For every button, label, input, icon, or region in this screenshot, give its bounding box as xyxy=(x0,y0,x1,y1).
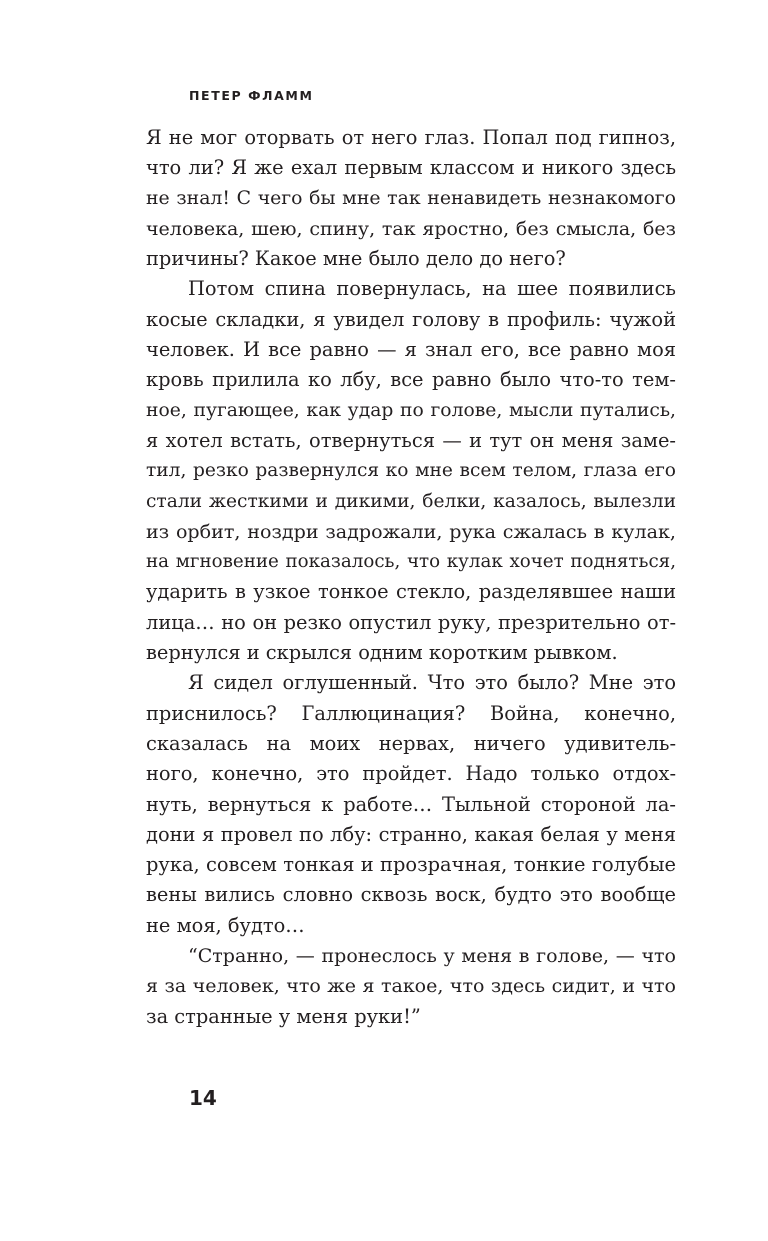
text-line: лица… но он резко опустил руку, презрительно от- xyxy=(146,610,676,634)
text-line: на мгновение показалось, что кулак хочет подняться, xyxy=(146,551,676,573)
text-line: не знал! С чего бы мне так ненавидеть незнакомого xyxy=(146,187,676,209)
text-line: косые складки, я увидел голову в профиль: чужой xyxy=(146,307,676,331)
text-line: тил, резко развернулся ко мне всем телом, глаза его xyxy=(146,460,676,482)
page-number: 14 xyxy=(189,1086,217,1110)
text-line: не моя, будто… xyxy=(146,913,305,937)
text-line: нуть, вернуться к работе… Тыльной стороной ла- xyxy=(146,792,676,816)
text-line: приснилось? Галлюцинация? Война, конечно, xyxy=(146,701,676,725)
text-line: вены вились словно сквозь воск, будто это вообще xyxy=(146,883,676,907)
text-line: кровь прилила ко лбу, все равно было что-то тем- xyxy=(146,368,676,392)
text-line: из орбит, ноздри задрожали, рука сжалась в кулак, xyxy=(146,520,676,543)
text-line: человека, шею, спину, так яростно, без смысла, без xyxy=(146,217,676,240)
text-line: “Странно, — пронеслось у меня в голове, — что xyxy=(188,945,676,968)
text-line: ное, пугающее, как удар по голове, мысли путались, xyxy=(146,399,676,421)
text-line: Я не мог оторвать от него глаз. Попал под гипноз, xyxy=(146,126,676,149)
text-line: я хотел встать, отвернуться — и тут он меня заме- xyxy=(146,428,676,452)
text-line: причины? Какое мне было дело до него? xyxy=(146,247,566,271)
text-line: вернулся и скрылся одним коротким рывком. xyxy=(146,641,618,665)
running-head: ПЕТЕР ФЛАММ xyxy=(189,88,314,103)
text-line: ударить в узкое тонкое стекло, разделявшее наши xyxy=(146,580,676,604)
text-line: дони я провел по лбу: странно, какая белая у меня xyxy=(146,822,676,846)
text-line: Потом спина повернулась, на шее появились xyxy=(188,277,676,301)
text-line: я за человек, что же я такое, что здесь сидит, и что xyxy=(146,975,676,998)
text-line: сказалась на моих нервах, ничего удивитель- xyxy=(146,731,676,755)
text-line: что ли? Я же ехал первым классом и никого здесь xyxy=(146,156,676,180)
text-line: ного, конечно, это пройдет. Надо только отдох- xyxy=(146,762,676,786)
text-line: человек. И все равно — я знал его, все равно моя xyxy=(146,338,676,362)
text-line: за странные у меня руки!” xyxy=(146,1004,421,1028)
text-line: рука, совсем тонкая и прозрачная, тонкие голубые xyxy=(146,853,676,877)
text-line: Я сидел оглушенный. Что это было? Мне это xyxy=(188,671,676,695)
text-line: стали жесткими и дикими, белки, казалось, вылезли xyxy=(146,490,676,512)
body-text xyxy=(146,123,676,1032)
